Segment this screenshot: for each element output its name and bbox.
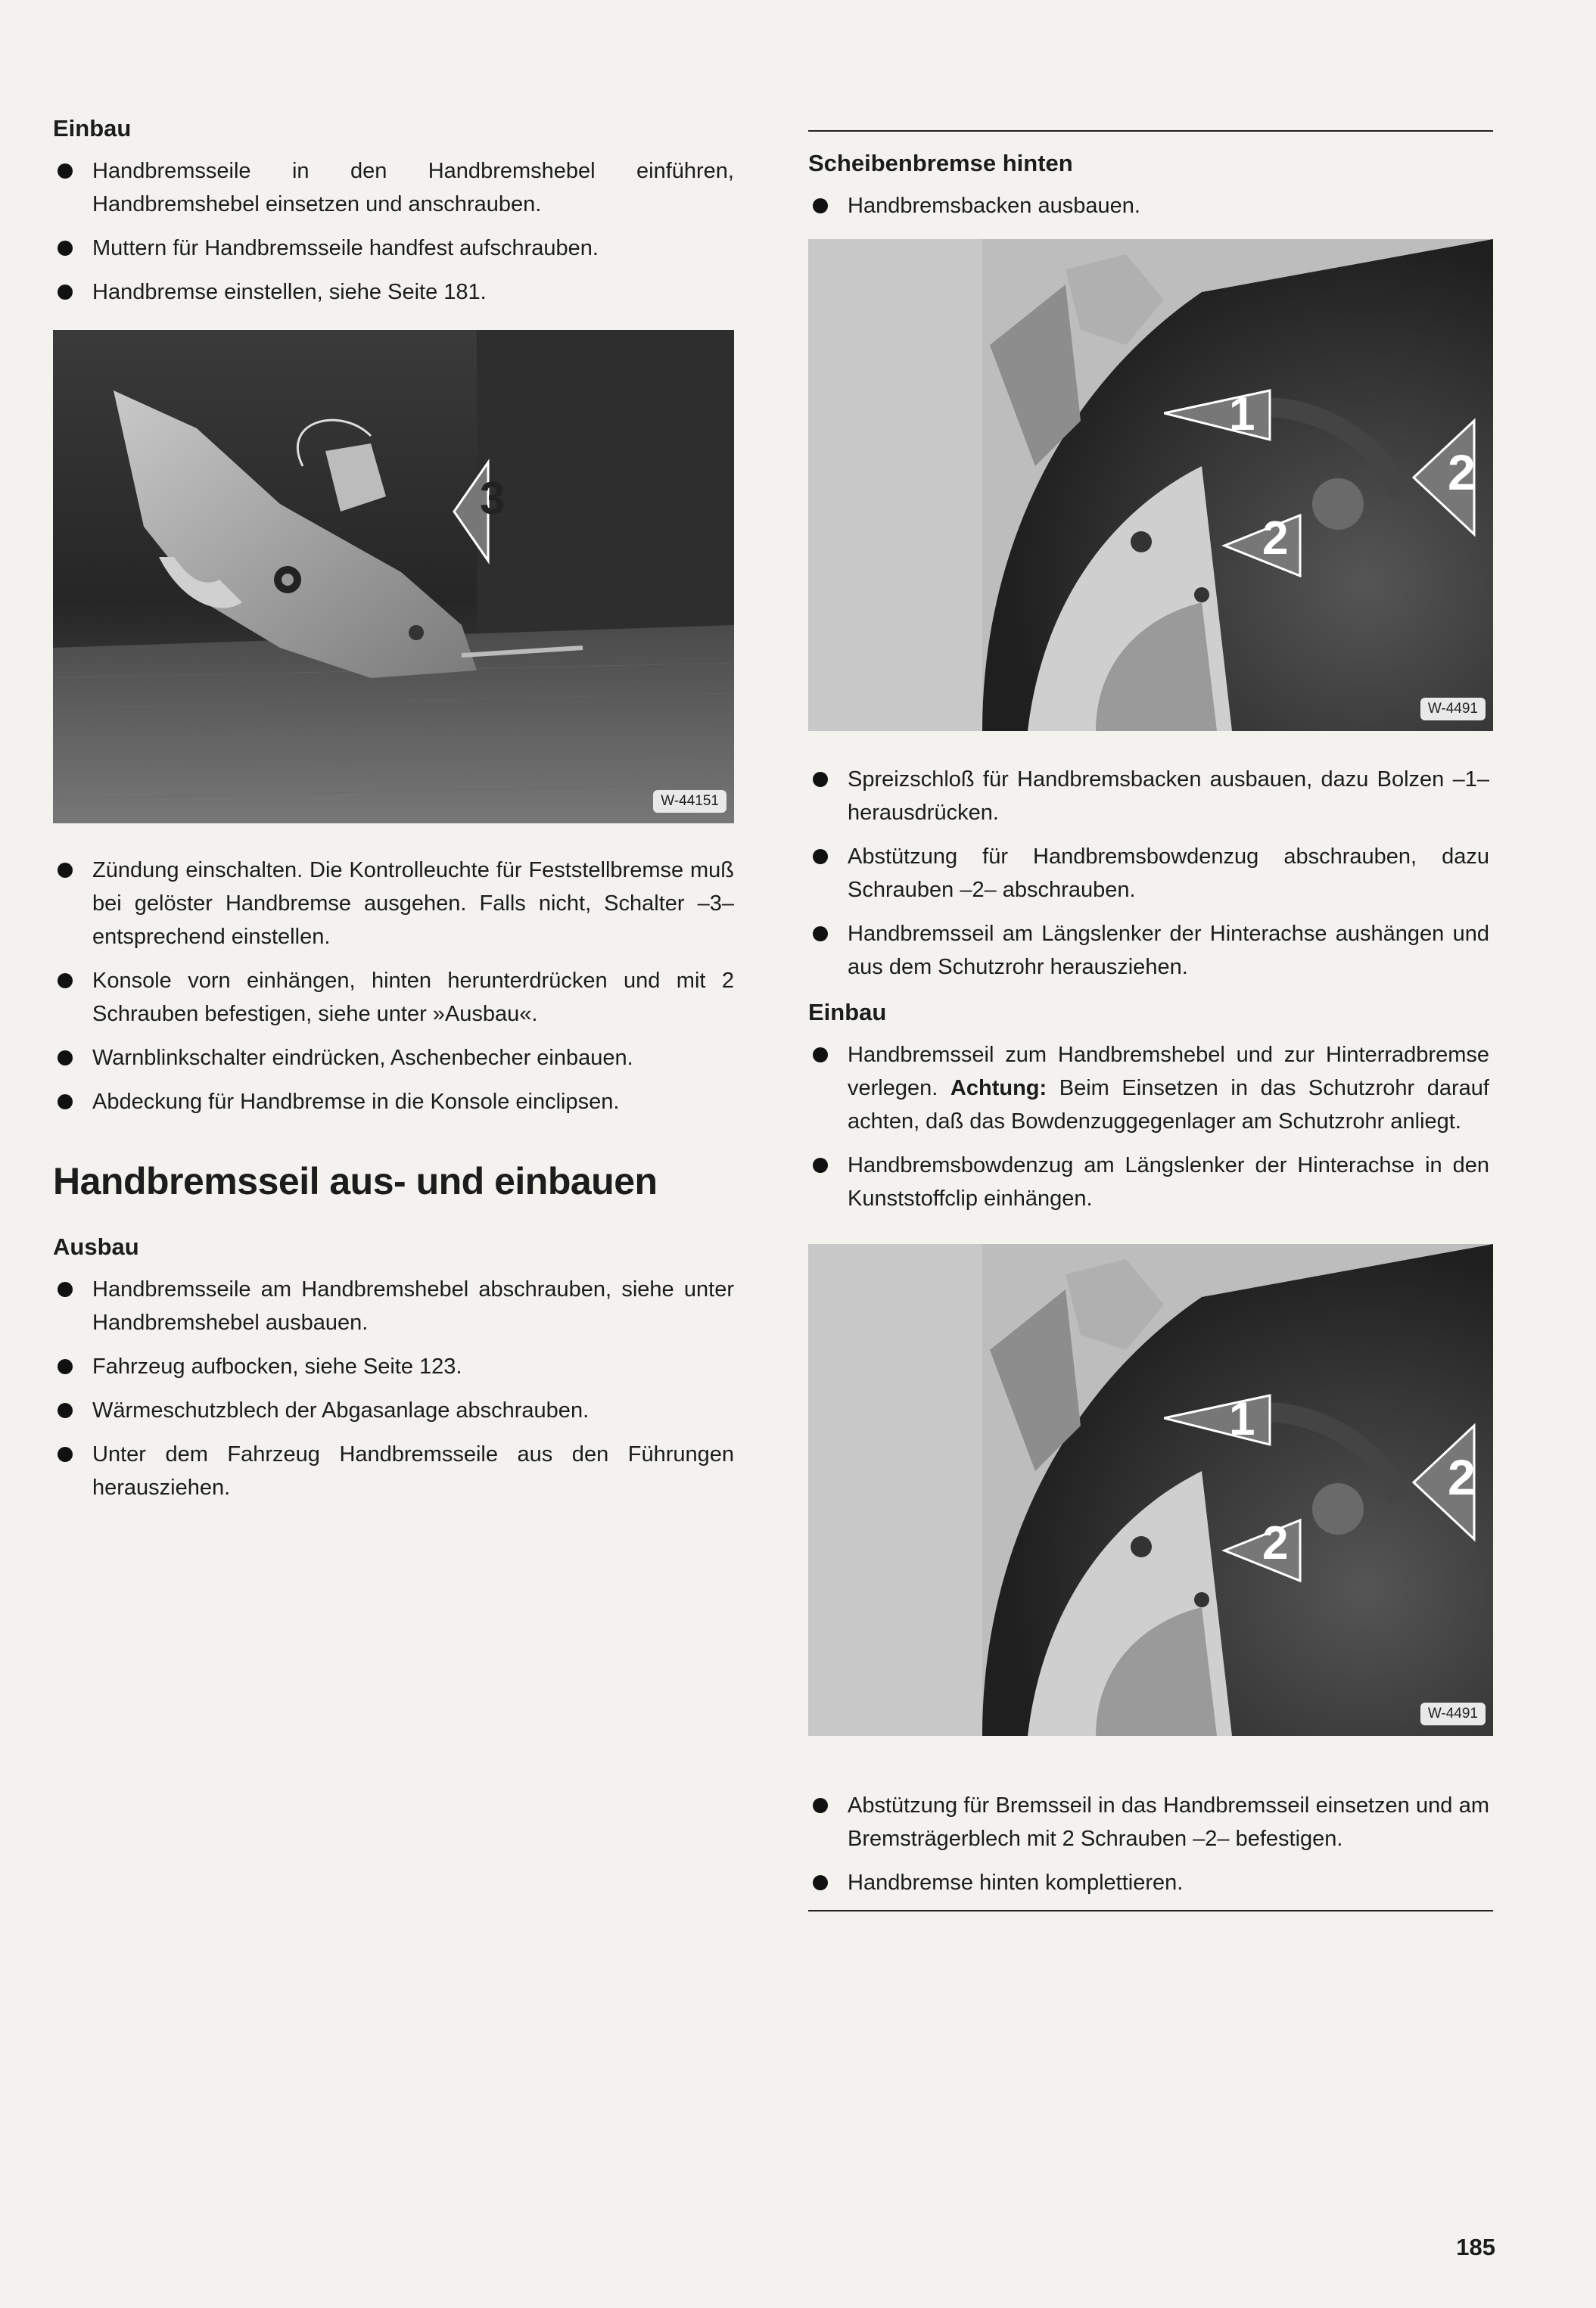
marker-1-label: 1: [1229, 1393, 1255, 1445]
ausbau-heading: Ausbau: [53, 1233, 139, 1260]
list-item: Abstützung für Bremsseil in das Handbremsseil einsetzen und am Bremsträgerblech mit 2 Schrauben –2– befestigen.: [808, 1789, 1489, 1855]
list-item: Muttern für Handbremsseile handfest aufschrauben.: [53, 232, 734, 265]
disc-brake-photo-bottom: [808, 1244, 1493, 1736]
after-photo-list: [53, 854, 734, 1118]
photo-illustration: [53, 330, 734, 823]
list-item: Konsole vorn einhängen, hinten herunterdrücken und mit 2 Schrauben befestigen, siehe unter »Ausbau«.: [53, 964, 734, 1031]
list-item: Abdeckung für Handbremse in die Konsole einclipsen.: [53, 1085, 734, 1118]
einbau-list: [53, 154, 734, 309]
photo-code: W-4491: [1420, 698, 1486, 720]
disc-brake-photo-top: [808, 239, 1493, 731]
marker-2-label: 2: [1448, 444, 1476, 500]
ausbau-list: [53, 1273, 734, 1504]
list-item: [808, 1038, 1489, 1138]
marker-3-label: 3: [480, 473, 506, 524]
list-item: Spreizschloß für Handbremsbacken ausbauen, dazu Bolzen –1– herausdrücken.: [808, 763, 1489, 829]
list-item: Unter dem Fahrzeug Handbremsseile aus den Führungen herausziehen.: [53, 1438, 734, 1504]
scheibenbremse-heading: Scheibenbremse hinten: [808, 150, 1073, 176]
list-item: Warnblinkschalter eindrücken, Aschenbecher einbauen.: [53, 1041, 734, 1075]
final-list: [808, 1789, 1489, 1899]
photo-code: W-44151: [653, 790, 726, 813]
right-column: [808, 148, 1489, 1911]
einbau-heading: Einbau: [53, 115, 132, 142]
bottom-rule: [808, 1910, 1493, 1911]
list-item: Handbremsbowdenzug am Längslenker der Hinterachse in den Kunststoffclip einhängen.: [808, 1149, 1489, 1215]
handbrake-lever-photo: [53, 330, 734, 823]
after-photo-list: [808, 763, 1489, 984]
marker-1-label: 1: [1229, 388, 1255, 440]
page-number: 185: [1456, 2234, 1495, 2260]
arrow-marker-icon: [1164, 1392, 1277, 1452]
item-text: Handbremsseil zum Handbremshebel und zur Hinterradbremse verlegen.: [848, 1043, 1489, 1100]
arrow-marker-icon: [1164, 387, 1277, 447]
list-item: Handbremse hinten komplettieren.: [808, 1866, 1489, 1899]
warning-label: Achtung:: [950, 1076, 1047, 1100]
marker-2-label: 2: [1262, 1517, 1289, 1569]
left-column: [53, 114, 734, 1515]
top-rule: [808, 130, 1493, 132]
list-item: Handbremsseile in den Handbremshebel einführen, Handbremshebel einsetzen und anschrauben.: [53, 154, 734, 221]
section-title: Handbremsseil aus- und einbauen: [53, 1160, 658, 1202]
list-item: Zündung einschalten. Die Kontrolleuchte für Feststellbremse muß bei gelöster Handbremse ausgehen. Falls nicht, Schalter –3– entsprechend einstellen.: [53, 854, 734, 953]
photo-illustration: [808, 1244, 1493, 1736]
photo-illustration: [808, 239, 1493, 731]
list-item: Wärmeschutzblech der Abgasanlage abschrauben.: [53, 1394, 734, 1427]
item-text: Beim Einsetzen in das Schutzrohr darauf achten, daß das Bowdenzuggegenlager am Schutzrohr anliegt.: [848, 1076, 1489, 1134]
einbau-list: [808, 1038, 1489, 1215]
list-item: Handbremsseil am Längslenker der Hinterachse aushängen und aus dem Schutzrohr herausziehen.: [808, 917, 1489, 984]
list-item: Handbremsseile am Handbremshebel abschrauben, siehe unter Handbremshebel ausbauen.: [53, 1273, 734, 1339]
marker-2-label: 2: [1262, 512, 1289, 565]
einbau-heading: Einbau: [808, 999, 887, 1025]
list-item: Abstützung für Handbremsbowdenzug abschrauben, dazu Schrauben –2– abschrauben.: [808, 840, 1489, 907]
list-item: Handbremse einstellen, siehe Seite 181.: [53, 275, 734, 309]
list-item: Fahrzeug aufbocken, siehe Seite 123.: [53, 1350, 734, 1383]
list-item: Handbremsbacken ausbauen.: [808, 189, 1489, 222]
photo-code: W-4491: [1420, 1703, 1486, 1725]
marker-2-label: 2: [1448, 1449, 1476, 1505]
intro-list: [808, 189, 1489, 222]
